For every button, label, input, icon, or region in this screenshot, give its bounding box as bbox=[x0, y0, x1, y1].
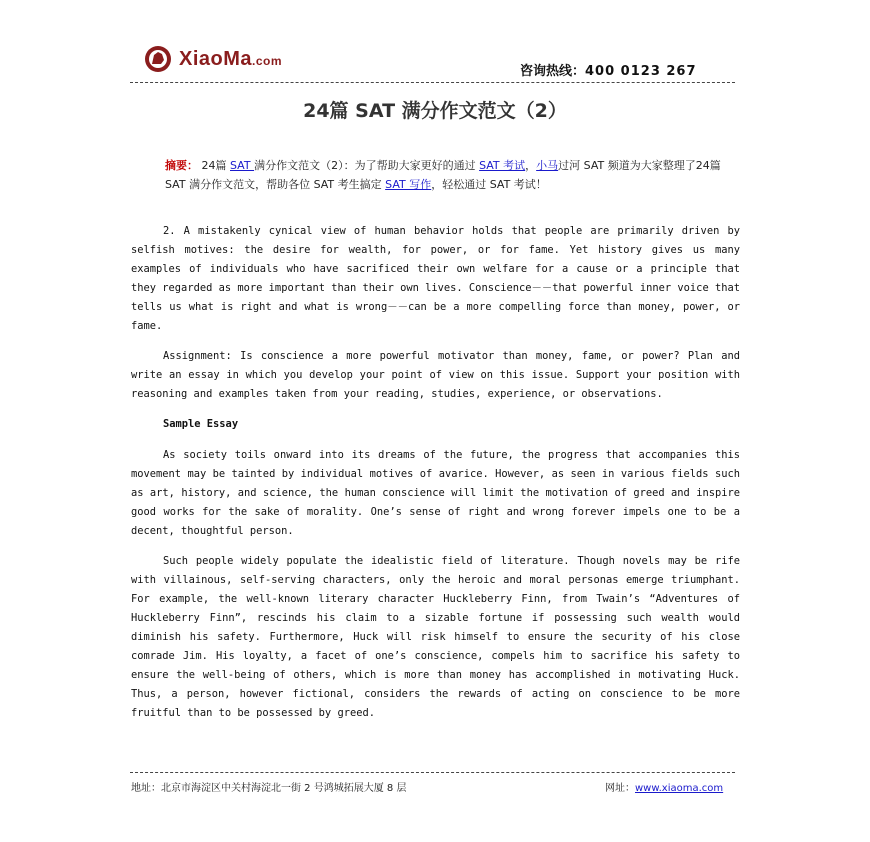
logo-text: XiaoMa.com bbox=[179, 47, 283, 70]
header-divider bbox=[130, 82, 735, 83]
sat-writing-link[interactable]: SAT 写作 bbox=[385, 178, 432, 191]
sample-essay-heading: Sample Essay bbox=[163, 418, 239, 430]
abstract bbox=[165, 156, 740, 194]
sat-exam-link[interactable]: SAT 考试 bbox=[479, 159, 526, 172]
assignment-paragraph: Assignment: Is conscience a more powerful motivator than money, fame, or power? Plan and write an essay in which you develop your point of view on this issue. Support your position with reasoning and examples taken from your reading, studies, experience, or observations. bbox=[131, 350, 740, 400]
footer-address: 地址：北京市海淀区中关村海淀北一街 2 号鸿城拓展大厦 8 层 bbox=[131, 783, 407, 794]
essay-paragraph-1: As society toils onward into its dreams of the future, the progress that accompanies this movement may be tainted by individual motives of avarice. However, as seen in various fields such as art, history, and science, the human conscience will limit the motivation of greed and inspire good works for the sake of morality. One’s sense of right and wrong forever impels one to be a decent, thoughtful person. bbox=[131, 449, 740, 537]
hotline-label: 咨询热线： bbox=[520, 64, 586, 79]
sat-link[interactable]: SAT bbox=[230, 159, 255, 172]
footer-divider bbox=[130, 772, 735, 773]
abstract-text: ，轻松通过 SAT 考试！ bbox=[431, 178, 547, 191]
xiaoma-link[interactable]: 小马 bbox=[536, 159, 559, 172]
horse-logo-icon bbox=[143, 45, 173, 73]
hotline bbox=[520, 60, 697, 79]
abstract-text: 过河 SAT 频道为大家整理了24篇 SAT 满分作文范文，帮助各位 SAT 考生搞定 bbox=[165, 159, 721, 191]
xiaoma-logo[interactable] bbox=[143, 44, 282, 74]
footer-web-label: 网址： bbox=[605, 783, 635, 794]
abstract-text: 满分作文范文（2）：为了帮助大家更好的通过 bbox=[254, 159, 480, 172]
abstract-label: 摘要： bbox=[165, 159, 198, 172]
hotline-number: 400 0123 267 bbox=[585, 64, 697, 79]
essay-body bbox=[131, 222, 740, 734]
footer-website bbox=[605, 779, 723, 794]
website-link[interactable]: www.xiaoma.com bbox=[635, 783, 724, 794]
abstract-text: ， bbox=[525, 159, 537, 172]
essay-paragraph-2: Such people widely populate the idealistic field of literature. Though novels may be rife with villainous, self-serving characters, only the heroic and moral personas emerge triumphant. For example, the well-known literary character Huckleberry Finn, from Twain’s “Adventures of Huckleberry Finn”, rescinds his claim to a sizable fortune if possessing such wealth would diminish his safety. Furthermore, Huck will risk himself to ensure the security of his close comrade Jim. His loyalty, a facet of one’s conscience, compels him to sacrifice his safety to ensure the well-being of others, which is more than money has accomplished in motivating Huck. Thus, a person, however fictional, considers the rewards of acting on conscience to be more fruitful than to be possessed by greed. bbox=[131, 555, 740, 719]
abstract-text: 24篇 bbox=[198, 159, 230, 172]
page-title: 24篇 SAT 满分作文范文（2） bbox=[303, 100, 567, 122]
prompt-paragraph: 2. A mistakenly cynical view of human behavior holds that people are primarily driven by selfish motives: the desire for wealth, for power, or for fame. Yet history gives us many examples of individuals who have sacrificed their own welfare for a cause or a principle that they regarded as more important than their own lives. Conscience－－that powerful inner voice that tells us what is right and what is wrong－－can be a more compelling force than money, power, or fame. bbox=[131, 225, 740, 332]
